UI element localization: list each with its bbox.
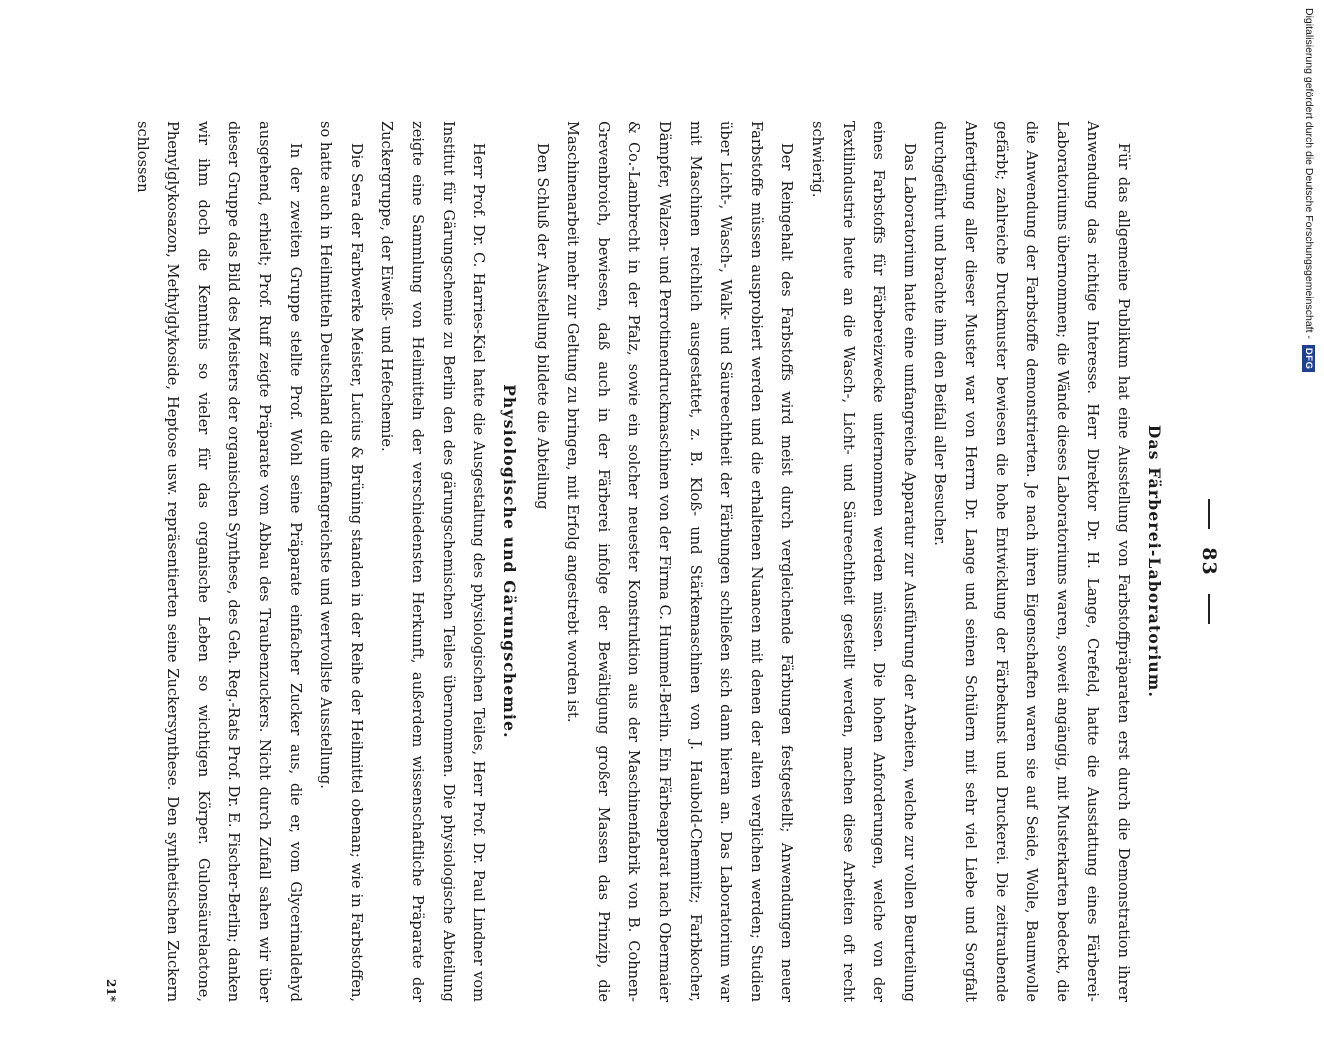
page-number: 83 [1198, 547, 1220, 576]
digitization-notice-text: Digitalisierung gefördert durch die Deutsche Forschungsgemeinschaft - [1303, 8, 1315, 339]
paragraph: Die Sera der Farbwerke Meister, Lucius & Brüning standen in der Reihe der Heilmittel obenan; wie in Farbstoffen, so hatte auch in Heilmitteln Deutschland die umfangreichste und wertvollste Ausstellung. [317, 121, 365, 1002]
paragraph: Für das allgemeine Publikum hat eine Ausstellung von Farbstoffpräparaten erst durch die Demonstration ihrer Anwendung das richtige Interesse. Herr Direktor Dr. H. Lange, Crefeld, hatte die Ausstattung eines Färberei-Laboratoriums übernommen; die Wände dieses Laboratoriums waren, soweit angängig, mit Musterkarten bedeckt, die die Anwendung der Farbstoffe demonstrierten. Je nach ihren Eigenschaften waren sie auf Seide, Wolle, Baumwolle gefärbt; zahlreiche Druckmuster bewiesen die hohe Entwicklung der Färbekunst und Druckerei. Die zeitraubende Anfertigung aller dieser Muster war von Herrn Dr. Lange und seinen Schülern mit sehr viel Liebe und Sorgfalt durchgeführt und brachte ihm den Beifall aller Besucher. [931, 121, 1132, 1002]
header-rule-right [1208, 594, 1210, 624]
page-body [102, 121, 1171, 1002]
paragraph: Der Reingehalt des Farbstoffs wird meist durch vergleichende Färbungen festgestellt; Anwendungen neuer Farbstoffe müssen ausprobiert werden und die erhaltenen Nuancen mit denen der alten verglichen werden; Studien über Licht-, Wasch-, Walk- und Säureechtheit der Färbungen schließen sich dann hieran an. Das Laboratorium war mit Maschinen reichlich ausgestattet, z. B. Kloß- und Stärkemaschinen von J. Haubold-Chemnitz; Farbkocher, Dämpfer, Walzen- und Perrotinendruckmaschinen von der Firma C. Hummel-Berlin. Ein Färbeapparat nach Obermaier & Co.-Lambrecht in der Pfalz, sowie ein solcher neuester Konstruktion aus der Maschinenfabrik von B. Cohnen-Grevenbroich, bewiesen, daß auch in der Färberei infolge der Bewältigung großer Massen das Prinzip, die Maschinenarbeit mehr zur Geltung zu bringen, mit Erfolg angestrebt worden ist. [564, 121, 796, 1002]
section-title-laboratorium: Das Färberei-Laboratorium. [1145, 424, 1164, 699]
dfg-logo: DFG [1303, 345, 1316, 373]
paragraph: Den Schluß der Ausstellung bildete die Abteilung [533, 143, 551, 510]
paragraph: Das Laboratorium hatte eine umfangreiche Apparatur zur Ausführung der Arbeiten, welche zur vollen Beurteilung eines Farbstoffs für Färbereizwecke unternommen werden müssen. Die hohen Anforderungen, welche von der Textilindustrie heute an die Wasch-, Licht- und Säureechtheit gestellt werden, machen diese Arbeiten oft recht schwierig. [809, 121, 918, 1002]
rotated-document-page [104, 61, 1229, 1062]
header-rule-left [1208, 499, 1210, 529]
paragraph: Herr Prof. Dr. C. Harries-Kiel hatte die Ausgestaltung des physiologischen Teiles, Herr Prof. Dr. Paul Lindner vom Institut für Gärungschemie zu Berlin den des gärungschemischen Teiles übernommen. Die physiologische Abteilung zeigte eine Sammlung von Heilmitteln der verschiedensten Herkunft, außerdem wissenschaftliche Präparate der Zuckergruppe, der Eiweiß- und Hefechemie. [378, 121, 488, 1002]
digitization-notice [1296, 8, 1324, 400]
signature-mark: 21* [104, 979, 118, 1002]
paragraph: In der zweiten Gruppe stellte Prof. Wohl seine Präparate einfacher Zucker aus, die er, vom Glycerinaldehyd ausgehend, erhielt; Prof. Ruff zeigte Präparate vom Abbau des Traubenzuckers. Nicht durch Zufall sahen wir über dieser Gruppe das Bild des Meisters der organischen Synthese, des Geh. Reg.-Rats Prof. Dr. E. Fischer-Berlin; danken wir ihm doch die Kenntnis so vieler für das organische Leben so wichtigen Körper. Gulonsäurelactone, Phenylglykosazon, Methylglykoside, Heptose usw. repräsentierten seine Zuckersynthese. Den synthetischen Zuckern schlossen [133, 121, 304, 1002]
page-header [1189, 61, 1229, 1062]
section-title-physiologische-chemie: Physiologische und Gärungschemie. [500, 384, 520, 739]
